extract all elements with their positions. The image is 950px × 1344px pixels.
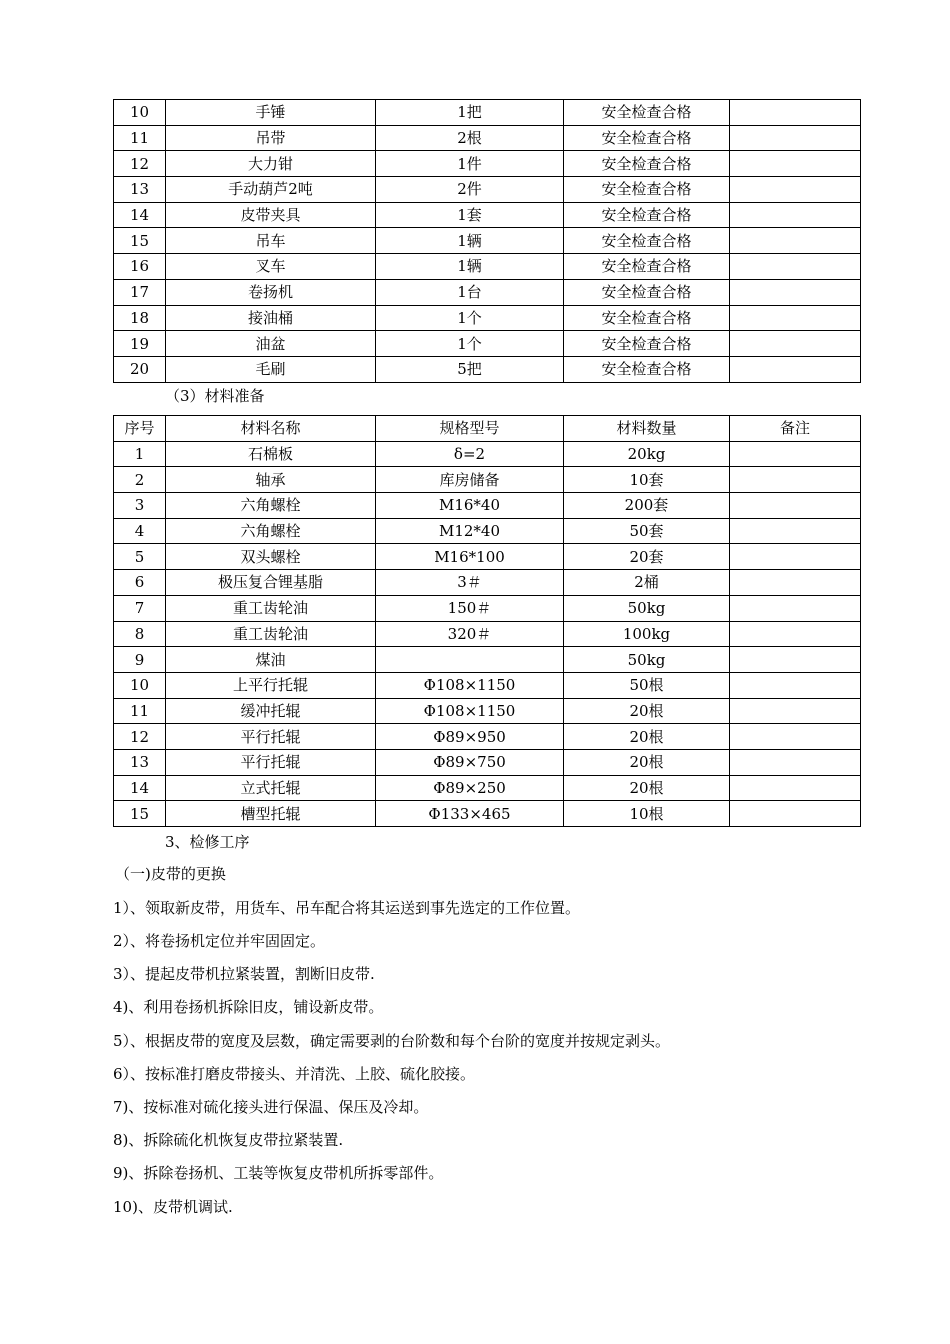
table-cell: 安全检查合格 <box>564 228 730 254</box>
table-cell: δ=2 <box>376 441 564 467</box>
table-cell: 5 <box>114 544 166 570</box>
table-cell <box>730 518 861 544</box>
table-cell: 18 <box>114 305 166 331</box>
table-cell: 吊带 <box>166 125 376 151</box>
table-cell: 20根 <box>564 749 730 775</box>
table-cell: 20 <box>114 356 166 382</box>
table-cell: 叉车 <box>166 254 376 280</box>
table-cell: 7 <box>114 595 166 621</box>
table-cell <box>730 647 861 673</box>
materials-row <box>114 775 861 801</box>
table-cell: 库房储备 <box>376 467 564 493</box>
table-cell: 50根 <box>564 672 730 698</box>
table-cell: 1台 <box>376 279 564 305</box>
table-cell: 皮带夹具 <box>166 202 376 228</box>
table-cell: 六角螺栓 <box>166 493 376 519</box>
table-cell: 14 <box>114 202 166 228</box>
table-cell: 10 <box>114 672 166 698</box>
materials-row <box>114 544 861 570</box>
table-cell: 上平行托辊 <box>166 672 376 698</box>
materials-row <box>114 672 861 698</box>
table-cell: 1辆 <box>376 254 564 280</box>
tools-row <box>114 279 861 305</box>
table-cell: 煤油 <box>166 647 376 673</box>
materials-heading: （3）材料准备 <box>165 387 265 405</box>
table-cell: M16*40 <box>376 493 564 519</box>
table-cell <box>730 228 861 254</box>
table-cell <box>730 493 861 519</box>
tools-row <box>114 356 861 382</box>
table-cell: 9 <box>114 647 166 673</box>
table-cell: Φ89×750 <box>376 749 564 775</box>
table-cell <box>730 356 861 382</box>
tools-row <box>114 177 861 203</box>
materials-row <box>114 749 861 775</box>
section-title: 3、检修工序 <box>165 833 250 851</box>
table-cell: Φ133×465 <box>376 801 564 827</box>
tools-row <box>114 125 861 151</box>
table-cell <box>730 698 861 724</box>
tools-row <box>114 100 861 126</box>
table-cell: 50kg <box>564 647 730 673</box>
table-cell: 50kg <box>564 595 730 621</box>
table-cell: 1 <box>114 441 166 467</box>
table-cell: 立式托辊 <box>166 775 376 801</box>
table-cell: 六角螺栓 <box>166 518 376 544</box>
table-cell: 手锤 <box>166 100 376 126</box>
table-cell <box>730 544 861 570</box>
table-cell: 手动葫芦2吨 <box>166 177 376 203</box>
materials-row <box>114 647 861 673</box>
materials-row <box>114 724 861 750</box>
tools-row <box>114 331 861 357</box>
materials-row <box>114 493 861 519</box>
table-cell: 20根 <box>564 775 730 801</box>
materials-row <box>114 570 861 596</box>
table-cell <box>730 279 861 305</box>
table-cell: 1个 <box>376 331 564 357</box>
table-cell: M16*100 <box>376 544 564 570</box>
table-cell: 15 <box>114 228 166 254</box>
table-cell: 2桶 <box>564 570 730 596</box>
table-cell: 20根 <box>564 698 730 724</box>
table-cell: 1个 <box>376 305 564 331</box>
table-cell <box>730 151 861 177</box>
table-cell: M12*40 <box>376 518 564 544</box>
tools-row <box>114 151 861 177</box>
table-cell: Φ108×1150 <box>376 672 564 698</box>
table-cell: 规格型号 <box>376 416 564 442</box>
table-cell: 轴承 <box>166 467 376 493</box>
step-item: 9)、拆除卷扬机、工装等恢复皮带机所拆零部件。 <box>113 1164 444 1182</box>
table-cell: 100kg <box>564 621 730 647</box>
materials-row <box>114 441 861 467</box>
materials-row <box>114 698 861 724</box>
table-cell: 毛刷 <box>166 356 376 382</box>
step-item: 8)、拆除硫化机恢复皮带拉紧装置. <box>113 1131 344 1149</box>
table-cell: 石棉板 <box>166 441 376 467</box>
step-item: 2）、将卷扬机定位并牢固固定。 <box>113 932 326 950</box>
table-cell: 6 <box>114 570 166 596</box>
table-cell: Φ89×250 <box>376 775 564 801</box>
table-cell: 1把 <box>376 100 564 126</box>
step-item: 5）、根据皮带的宽度及层数，确定需要剥的台阶数和每个台阶的宽度并按规定剥头。 <box>113 1032 671 1050</box>
table-cell: 17 <box>114 279 166 305</box>
materials-header-row <box>114 416 861 442</box>
table-cell <box>730 775 861 801</box>
step-item: 6）、按标准打磨皮带接头、并清洗、上胶、硫化胶接。 <box>113 1065 476 1083</box>
table-cell <box>730 672 861 698</box>
step-item: 4)、利用卷扬机拆除旧皮，铺设新皮带。 <box>113 998 384 1016</box>
materials-row <box>114 621 861 647</box>
table-cell: 重工齿轮油 <box>166 621 376 647</box>
table-cell: 吊车 <box>166 228 376 254</box>
table-cell: 大力钳 <box>166 151 376 177</box>
table-cell <box>730 177 861 203</box>
table-cell: 13 <box>114 177 166 203</box>
table-cell: 320＃ <box>376 621 564 647</box>
table-cell: 卷扬机 <box>166 279 376 305</box>
table-cell: 平行托辊 <box>166 749 376 775</box>
table-cell: 重工齿轮油 <box>166 595 376 621</box>
materials-table <box>113 415 861 827</box>
table-cell <box>730 125 861 151</box>
materials-row <box>114 595 861 621</box>
table-cell: Φ108×1150 <box>376 698 564 724</box>
subsection-title: （一)皮带的更换 <box>115 865 226 883</box>
table-cell <box>730 441 861 467</box>
table-cell <box>730 749 861 775</box>
step-item: 10)、皮带机调试. <box>113 1198 233 1216</box>
step-item: 7)、按标准对硫化接头进行保温、保压及冷却。 <box>113 1098 429 1116</box>
table-cell <box>730 595 861 621</box>
table-cell: 10套 <box>564 467 730 493</box>
tools-row <box>114 254 861 280</box>
table-cell: 安全检查合格 <box>564 356 730 382</box>
step-item: 3）、提起皮带机拉紧装置，割断旧皮带. <box>113 965 375 983</box>
tools-row <box>114 305 861 331</box>
table-cell: 缓冲托辊 <box>166 698 376 724</box>
table-cell: 安全检查合格 <box>564 125 730 151</box>
table-cell: 材料数量 <box>564 416 730 442</box>
table-cell: 安全检查合格 <box>564 202 730 228</box>
table-cell: 双头螺栓 <box>166 544 376 570</box>
table-cell: 150＃ <box>376 595 564 621</box>
table-cell: 11 <box>114 125 166 151</box>
table-cell <box>730 305 861 331</box>
table-cell: 平行托辊 <box>166 724 376 750</box>
table-cell: 1辆 <box>376 228 564 254</box>
table-cell: 接油桶 <box>166 305 376 331</box>
table-cell: 安全检查合格 <box>564 305 730 331</box>
table-cell: 油盆 <box>166 331 376 357</box>
table-cell <box>730 801 861 827</box>
table-cell: 槽型托辊 <box>166 801 376 827</box>
tools-row <box>114 228 861 254</box>
materials-row <box>114 518 861 544</box>
table-cell: 安全检查合格 <box>564 331 730 357</box>
table-cell: 3 <box>114 493 166 519</box>
table-cell: 2 <box>114 467 166 493</box>
table-cell <box>730 254 861 280</box>
table-cell: 16 <box>114 254 166 280</box>
table-cell <box>730 621 861 647</box>
table-cell: 8 <box>114 621 166 647</box>
tools-row <box>114 202 861 228</box>
table-cell <box>376 647 564 673</box>
table-cell: 20根 <box>564 724 730 750</box>
table-cell <box>730 467 861 493</box>
table-cell: 19 <box>114 331 166 357</box>
table-cell <box>730 331 861 357</box>
table-cell: 安全检查合格 <box>564 254 730 280</box>
table-cell: 安全检查合格 <box>564 100 730 126</box>
table-cell: 安全检查合格 <box>564 279 730 305</box>
table-cell <box>730 100 861 126</box>
table-cell: 20套 <box>564 544 730 570</box>
table-cell: 15 <box>114 801 166 827</box>
table-cell: 5把 <box>376 356 564 382</box>
materials-row <box>114 467 861 493</box>
tools-table <box>113 99 861 383</box>
table-cell: 20kg <box>564 441 730 467</box>
table-cell: Φ89×950 <box>376 724 564 750</box>
table-cell: 备注 <box>730 416 861 442</box>
table-cell: 2件 <box>376 177 564 203</box>
table-cell: 1件 <box>376 151 564 177</box>
step-item: 1）、领取新皮带，用货车、吊车配合将其运送到事先选定的工作位置。 <box>113 899 581 917</box>
table-cell <box>730 724 861 750</box>
table-cell: 10根 <box>564 801 730 827</box>
table-cell: 安全检查合格 <box>564 151 730 177</box>
table-cell: 材料名称 <box>166 416 376 442</box>
table-cell: 13 <box>114 749 166 775</box>
table-cell: 3＃ <box>376 570 564 596</box>
table-cell: 14 <box>114 775 166 801</box>
table-cell: 50套 <box>564 518 730 544</box>
table-cell: 序号 <box>114 416 166 442</box>
materials-row <box>114 801 861 827</box>
table-cell: 1套 <box>376 202 564 228</box>
table-cell: 12 <box>114 724 166 750</box>
table-cell <box>730 570 861 596</box>
table-cell: 12 <box>114 151 166 177</box>
table-cell: 2根 <box>376 125 564 151</box>
table-cell: 11 <box>114 698 166 724</box>
table-cell: 4 <box>114 518 166 544</box>
table-cell: 极压复合锂基脂 <box>166 570 376 596</box>
table-cell: 200套 <box>564 493 730 519</box>
table-cell: 10 <box>114 100 166 126</box>
table-cell <box>730 202 861 228</box>
table-cell: 安全检查合格 <box>564 177 730 203</box>
